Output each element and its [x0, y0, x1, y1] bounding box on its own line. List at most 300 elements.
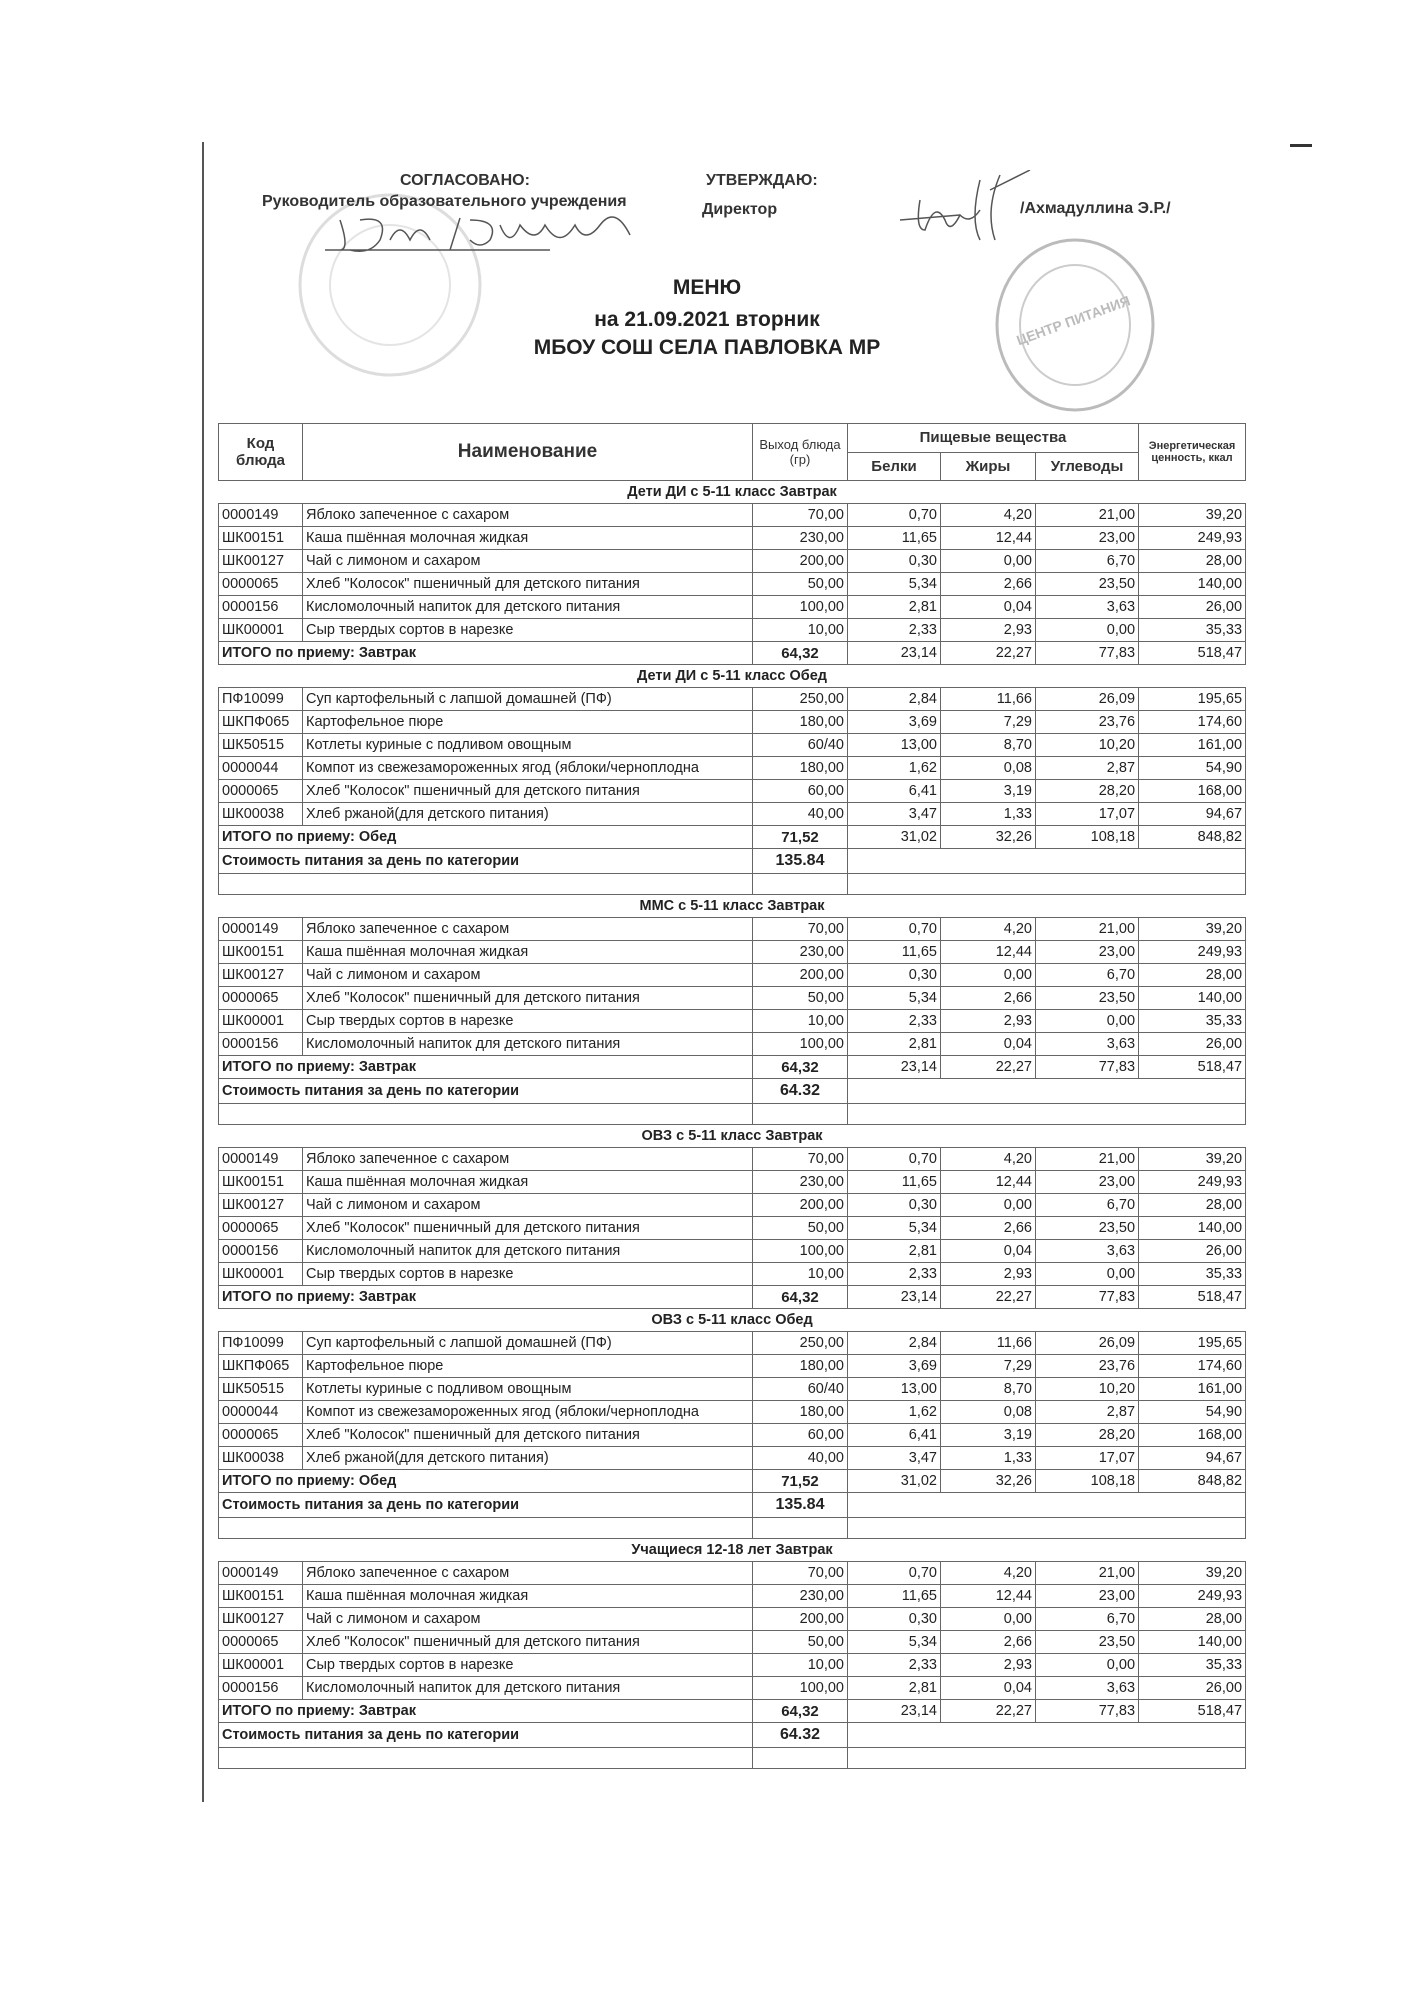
table-row: [219, 1355, 1246, 1378]
protein: 2,33: [848, 619, 941, 642]
energy: 174,60: [1139, 711, 1246, 734]
total-energy: 848,82: [1139, 826, 1246, 849]
carbs: 17,07: [1036, 1447, 1139, 1470]
dish-yield: 60,00: [753, 780, 848, 803]
section-title: ММС с 5-11 класс Завтрак: [219, 895, 1246, 918]
table-row: [219, 688, 1246, 711]
blank-cell: [219, 874, 753, 895]
fat: 0,00: [941, 964, 1036, 987]
table-row: [219, 504, 1246, 527]
protein: 1,62: [848, 1401, 941, 1424]
table-row: [219, 1171, 1246, 1194]
agreed-signature: [320, 210, 700, 260]
energy: 249,93: [1139, 527, 1246, 550]
dish-name: Хлеб ржаной(для детского питания): [303, 803, 753, 826]
dish-code: ШК00151: [219, 941, 303, 964]
dish-name: Хлеб "Колосок" пшеничный для детского питания: [303, 780, 753, 803]
carbs: 26,09: [1036, 688, 1139, 711]
table-row: [219, 1263, 1246, 1286]
total-protein: 23,14: [848, 1700, 941, 1723]
dish-yield: 70,00: [753, 1562, 848, 1585]
total-label: ИТОГО по приему: Завтрак: [219, 642, 753, 665]
fat: 0,00: [941, 550, 1036, 573]
energy: 28,00: [1139, 1608, 1246, 1631]
dish-code: 0000156: [219, 1677, 303, 1700]
director-name: /Ахмадуллина Э.Р./: [1020, 200, 1171, 217]
total-label: ИТОГО по приему: Завтрак: [219, 1056, 753, 1079]
fat: 0,08: [941, 1401, 1036, 1424]
cost-label: Стоимость питания за день по категории: [219, 849, 753, 874]
fat: 2,66: [941, 1217, 1036, 1240]
dish-name: Котлеты куриные с подливом овощным: [303, 1378, 753, 1401]
total-yield: 64,32: [753, 1700, 848, 1723]
dish-yield: 100,00: [753, 1677, 848, 1700]
carbs: 26,09: [1036, 1332, 1139, 1355]
dish-code: ШК00127: [219, 1608, 303, 1631]
total-label: ИТОГО по приему: Обед: [219, 1470, 753, 1493]
table-row: [219, 780, 1246, 803]
cost-row: [219, 1723, 1246, 1748]
fat: 12,44: [941, 1171, 1036, 1194]
dish-yield: 70,00: [753, 918, 848, 941]
energy: 140,00: [1139, 573, 1246, 596]
carbs: 6,70: [1036, 1608, 1139, 1631]
dish-name: Компот из свежезамороженных ягод (яблоки/черноплодна: [303, 757, 753, 780]
fat: 0,04: [941, 1033, 1036, 1056]
dish-yield: 100,00: [753, 1240, 848, 1263]
total-carbs: 77,83: [1036, 642, 1139, 665]
scan-mark: [1290, 144, 1312, 147]
fat: 2,93: [941, 619, 1036, 642]
table-row: [219, 803, 1246, 826]
fat: 12,44: [941, 941, 1036, 964]
energy: 195,65: [1139, 688, 1246, 711]
protein: 2,81: [848, 1033, 941, 1056]
energy: 54,90: [1139, 757, 1246, 780]
blank-row: [219, 1748, 1246, 1769]
dish-code: 0000065: [219, 573, 303, 596]
dish-code: 0000065: [219, 1631, 303, 1654]
dish-yield: 50,00: [753, 1631, 848, 1654]
blank-cell: [848, 1518, 1246, 1539]
protein: 11,65: [848, 1585, 941, 1608]
fat: 8,70: [941, 1378, 1036, 1401]
carbs: 21,00: [1036, 1562, 1139, 1585]
carbs: 23,00: [1036, 1171, 1139, 1194]
carbs: 0,00: [1036, 1010, 1139, 1033]
col-code: Код блюда: [219, 424, 303, 481]
section-title: Дети ДИ с 5-11 класс Завтрак: [219, 481, 1246, 504]
dish-code: 0000156: [219, 596, 303, 619]
agreed-label: СОГЛАСОВАНО:: [400, 172, 530, 189]
carbs: 0,00: [1036, 1654, 1139, 1677]
energy: 35,33: [1139, 1654, 1246, 1677]
total-yield: 64,32: [753, 1056, 848, 1079]
cost-empty: [848, 1079, 1246, 1104]
table-row: [219, 1654, 1246, 1677]
dish-code: ШК00127: [219, 1194, 303, 1217]
carbs: 23,00: [1036, 1585, 1139, 1608]
dish-yield: 50,00: [753, 987, 848, 1010]
dish-code: ШК00001: [219, 1654, 303, 1677]
protein: 0,70: [848, 504, 941, 527]
fat: 0,04: [941, 1240, 1036, 1263]
total-carbs: 77,83: [1036, 1700, 1139, 1723]
dish-name: Картофельное пюре: [303, 1355, 753, 1378]
cost-row: [219, 1493, 1246, 1518]
col-carbs: Углеводы: [1036, 452, 1139, 481]
fat: 1,33: [941, 803, 1036, 826]
energy: 28,00: [1139, 1194, 1246, 1217]
energy: 161,00: [1139, 1378, 1246, 1401]
dish-code: 0000149: [219, 1562, 303, 1585]
carbs: 21,00: [1036, 918, 1139, 941]
dish-code: ШК00001: [219, 619, 303, 642]
energy: 140,00: [1139, 1631, 1246, 1654]
dish-name: Сыр твердых сортов в нарезке: [303, 1263, 753, 1286]
energy: 168,00: [1139, 1424, 1246, 1447]
table-row: [219, 1631, 1246, 1654]
dish-code: ШК00127: [219, 550, 303, 573]
protein: 6,41: [848, 1424, 941, 1447]
section-title-row: [219, 895, 1246, 918]
dish-name: Хлеб "Колосок" пшеничный для детского питания: [303, 573, 753, 596]
section-title-row: [219, 481, 1246, 504]
fat: 1,33: [941, 1447, 1036, 1470]
energy: 249,93: [1139, 941, 1246, 964]
energy: 39,20: [1139, 918, 1246, 941]
dish-yield: 10,00: [753, 1010, 848, 1033]
carbs: 3,63: [1036, 1033, 1139, 1056]
dish-name: Каша пшённая молочная жидкая: [303, 941, 753, 964]
dish-yield: 180,00: [753, 711, 848, 734]
protein: 2,33: [848, 1010, 941, 1033]
protein: 0,70: [848, 1562, 941, 1585]
table-row: [219, 1424, 1246, 1447]
table-row: [219, 1194, 1246, 1217]
cost-value: 135.84: [753, 1493, 848, 1518]
blank-cell: [219, 1748, 753, 1769]
table-row: [219, 1010, 1246, 1033]
carbs: 28,20: [1036, 780, 1139, 803]
total-carbs: 77,83: [1036, 1056, 1139, 1079]
table-row: [219, 941, 1246, 964]
dish-name: Компот из свежезамороженных ягод (яблоки/черноплодна: [303, 1401, 753, 1424]
dish-yield: 60/40: [753, 1378, 848, 1401]
dish-code: 0000149: [219, 504, 303, 527]
total-row: [219, 642, 1246, 665]
total-energy: 518,47: [1139, 642, 1246, 665]
dish-code: 0000156: [219, 1240, 303, 1263]
dish-yield: 180,00: [753, 757, 848, 780]
total-row: [219, 1286, 1246, 1309]
energy: 39,20: [1139, 1148, 1246, 1171]
dish-name: Сыр твердых сортов в нарезке: [303, 1010, 753, 1033]
dish-yield: 60,00: [753, 1424, 848, 1447]
total-energy: 848,82: [1139, 1470, 1246, 1493]
dish-code: ШК50515: [219, 734, 303, 757]
total-protein: 23,14: [848, 642, 941, 665]
dish-name: Суп картофельный с лапшой домашней (ПФ): [303, 1332, 753, 1355]
energy: 161,00: [1139, 734, 1246, 757]
dish-name: Кисломолочный напиток для детского питания: [303, 1240, 753, 1263]
energy: 26,00: [1139, 1240, 1246, 1263]
carbs: 10,20: [1036, 734, 1139, 757]
dish-yield: 50,00: [753, 573, 848, 596]
total-yield: 71,52: [753, 1470, 848, 1493]
col-name: Наименование: [303, 424, 753, 481]
protein: 6,41: [848, 780, 941, 803]
energy: 195,65: [1139, 1332, 1246, 1355]
cost-label: Стоимость питания за день по категории: [219, 1723, 753, 1748]
total-row: [219, 1700, 1246, 1723]
dish-name: Яблоко запеченное с сахаром: [303, 504, 753, 527]
carbs: 23,00: [1036, 527, 1139, 550]
col-fat: Жиры: [941, 452, 1036, 481]
fat: 2,66: [941, 987, 1036, 1010]
dish-code: ШК00038: [219, 1447, 303, 1470]
dish-name: Каша пшённая молочная жидкая: [303, 1585, 753, 1608]
dish-yield: 70,00: [753, 1148, 848, 1171]
total-fat: 22,27: [941, 1286, 1036, 1309]
dish-code: ШК50515: [219, 1378, 303, 1401]
table-row: [219, 1332, 1246, 1355]
cost-empty: [848, 849, 1246, 874]
energy: 26,00: [1139, 596, 1246, 619]
table-row: [219, 1148, 1246, 1171]
dish-code: ШКПФ065: [219, 1355, 303, 1378]
energy: 28,00: [1139, 964, 1246, 987]
dish-code: ШК00151: [219, 1585, 303, 1608]
blank-row: [219, 1518, 1246, 1539]
approve-role: Директор: [702, 201, 778, 218]
total-fat: 32,26: [941, 1470, 1036, 1493]
col-yield: Выход блюда (гр): [753, 424, 848, 481]
dish-code: ШК00001: [219, 1263, 303, 1286]
total-row: [219, 1056, 1246, 1079]
svg-text:ЦЕНТР ПИТАНИЯ: ЦЕНТР ПИТАНИЯ: [1014, 292, 1133, 349]
fat: 12,44: [941, 527, 1036, 550]
menu-title: МЕНЮ: [672, 276, 742, 299]
energy: 39,20: [1139, 504, 1246, 527]
protein: 5,34: [848, 1217, 941, 1240]
cost-row: [219, 849, 1246, 874]
dish-yield: 10,00: [753, 1654, 848, 1677]
carbs: 6,70: [1036, 1194, 1139, 1217]
carbs: 6,70: [1036, 550, 1139, 573]
carbs: 17,07: [1036, 803, 1139, 826]
protein: 3,47: [848, 1447, 941, 1470]
protein: 2,81: [848, 1240, 941, 1263]
cost-row: [219, 1079, 1246, 1104]
total-carbs: 108,18: [1036, 826, 1139, 849]
total-fat: 22,27: [941, 1056, 1036, 1079]
protein: 5,34: [848, 573, 941, 596]
table-row: [219, 1562, 1246, 1585]
school-name: МБОУ СОШ СЕЛА ПАВЛОВКА МР: [533, 336, 881, 359]
fat: 2,93: [941, 1654, 1036, 1677]
dish-name: Сыр твердых сортов в нарезке: [303, 1654, 753, 1677]
total-fat: 22,27: [941, 642, 1036, 665]
energy: 39,20: [1139, 1562, 1246, 1585]
blank-cell: [753, 874, 848, 895]
dish-name: Кисломолочный напиток для детского питания: [303, 1033, 753, 1056]
total-yield: 64,32: [753, 1286, 848, 1309]
total-protein: 23,14: [848, 1286, 941, 1309]
protein: 5,34: [848, 1631, 941, 1654]
carbs: 21,00: [1036, 504, 1139, 527]
dish-name: Котлеты куриные с подливом овощным: [303, 734, 753, 757]
dish-yield: 230,00: [753, 527, 848, 550]
fat: 0,04: [941, 1677, 1036, 1700]
blank-cell: [219, 1104, 753, 1125]
protein: 0,30: [848, 550, 941, 573]
total-yield: 64,32: [753, 642, 848, 665]
blank-cell: [753, 1748, 848, 1769]
energy: 26,00: [1139, 1033, 1246, 1056]
carbs: 23,00: [1036, 941, 1139, 964]
dish-code: 0000065: [219, 1217, 303, 1240]
total-label: ИТОГО по приему: Обед: [219, 826, 753, 849]
energy: 168,00: [1139, 780, 1246, 803]
dish-code: ШК00001: [219, 1010, 303, 1033]
fat: 0,00: [941, 1608, 1036, 1631]
table-row: [219, 1608, 1246, 1631]
protein: 0,30: [848, 1608, 941, 1631]
fat: 7,29: [941, 711, 1036, 734]
protein: 13,00: [848, 734, 941, 757]
fat: 2,93: [941, 1263, 1036, 1286]
total-protein: 31,02: [848, 1470, 941, 1493]
section-title-row: [219, 1309, 1246, 1332]
dish-yield: 200,00: [753, 1608, 848, 1631]
carbs: 23,76: [1036, 1355, 1139, 1378]
fat: 0,08: [941, 757, 1036, 780]
protein: 0,70: [848, 918, 941, 941]
blank-cell: [753, 1518, 848, 1539]
blank-cell: [848, 1104, 1246, 1125]
blank-cell: [848, 1748, 1246, 1769]
table-row: [219, 573, 1246, 596]
fat: 4,20: [941, 1562, 1036, 1585]
fat: 3,19: [941, 780, 1036, 803]
dish-name: Чай с лимоном и сахаром: [303, 1194, 753, 1217]
dish-yield: 100,00: [753, 596, 848, 619]
cost-value: 135.84: [753, 849, 848, 874]
dish-yield: 250,00: [753, 688, 848, 711]
dish-name: Чай с лимоном и сахаром: [303, 964, 753, 987]
table-row: [219, 757, 1246, 780]
fat: 3,19: [941, 1424, 1036, 1447]
menu-table: [218, 423, 1246, 1769]
energy: 94,67: [1139, 1447, 1246, 1470]
scan-edge-line: [202, 142, 204, 1802]
dish-code: 0000065: [219, 987, 303, 1010]
energy: 26,00: [1139, 1677, 1246, 1700]
dish-code: 0000149: [219, 918, 303, 941]
dish-yield: 200,00: [753, 550, 848, 573]
carbs: 23,50: [1036, 987, 1139, 1010]
table-row: [219, 1447, 1246, 1470]
dish-name: Чай с лимоном и сахаром: [303, 550, 753, 573]
carbs: 3,63: [1036, 596, 1139, 619]
dish-name: Хлеб ржаной(для детского питания): [303, 1447, 753, 1470]
protein: 5,34: [848, 987, 941, 1010]
dish-name: Хлеб "Колосок" пшеничный для детского питания: [303, 987, 753, 1010]
section-title-row: [219, 665, 1246, 688]
fat: 4,20: [941, 504, 1036, 527]
total-yield: 71,52: [753, 826, 848, 849]
table-row: [219, 1585, 1246, 1608]
total-carbs: 108,18: [1036, 1470, 1139, 1493]
protein: 11,65: [848, 1171, 941, 1194]
fat: 11,66: [941, 1332, 1036, 1355]
energy: 94,67: [1139, 803, 1246, 826]
table-row: [219, 619, 1246, 642]
dish-yield: 200,00: [753, 964, 848, 987]
carbs: 28,20: [1036, 1424, 1139, 1447]
blank-row: [219, 1104, 1246, 1125]
dish-name: Каша пшённая молочная жидкая: [303, 527, 753, 550]
protein: 13,00: [848, 1378, 941, 1401]
table-row: [219, 1033, 1246, 1056]
fat: 0,00: [941, 1194, 1036, 1217]
fat: 12,44: [941, 1585, 1036, 1608]
dish-yield: 230,00: [753, 1171, 848, 1194]
total-protein: 31,02: [848, 826, 941, 849]
protein: 2,84: [848, 1332, 941, 1355]
dish-code: 0000044: [219, 757, 303, 780]
dish-yield: 70,00: [753, 504, 848, 527]
section-title-row: [219, 1125, 1246, 1148]
energy: 140,00: [1139, 987, 1246, 1010]
section-title: ОВЗ с 5-11 класс Завтрак: [219, 1125, 1246, 1148]
protein: 0,30: [848, 1194, 941, 1217]
energy: 35,33: [1139, 1263, 1246, 1286]
table-row: [219, 527, 1246, 550]
dish-code: ШК00151: [219, 527, 303, 550]
fat: 2,66: [941, 1631, 1036, 1654]
fat: 2,66: [941, 573, 1036, 596]
table-row: [219, 918, 1246, 941]
section-title-row: [219, 1539, 1246, 1562]
energy: 249,93: [1139, 1585, 1246, 1608]
energy: 35,33: [1139, 619, 1246, 642]
carbs: 6,70: [1036, 964, 1139, 987]
dish-name: Яблоко запеченное с сахаром: [303, 1148, 753, 1171]
cost-empty: [848, 1723, 1246, 1748]
total-row: [219, 826, 1246, 849]
protein: 2,33: [848, 1654, 941, 1677]
cost-label: Стоимость питания за день по категории: [219, 1493, 753, 1518]
cost-label: Стоимость питания за день по категории: [219, 1079, 753, 1104]
blank-cell: [848, 874, 1246, 895]
dish-code: ШК00151: [219, 1171, 303, 1194]
section-title: ОВЗ с 5-11 класс Обед: [219, 1309, 1246, 1332]
dish-yield: 60/40: [753, 734, 848, 757]
protein: 3,69: [848, 1355, 941, 1378]
cost-value: 64.32: [753, 1079, 848, 1104]
total-energy: 518,47: [1139, 1700, 1246, 1723]
col-energy: Энергетическая ценность, ккал: [1139, 424, 1246, 481]
dish-code: 0000149: [219, 1148, 303, 1171]
energy: 249,93: [1139, 1171, 1246, 1194]
cost-value: 64.32: [753, 1723, 848, 1748]
fat: 11,66: [941, 688, 1036, 711]
fat: 8,70: [941, 734, 1036, 757]
col-protein: Белки: [848, 452, 941, 481]
dish-name: Картофельное пюре: [303, 711, 753, 734]
